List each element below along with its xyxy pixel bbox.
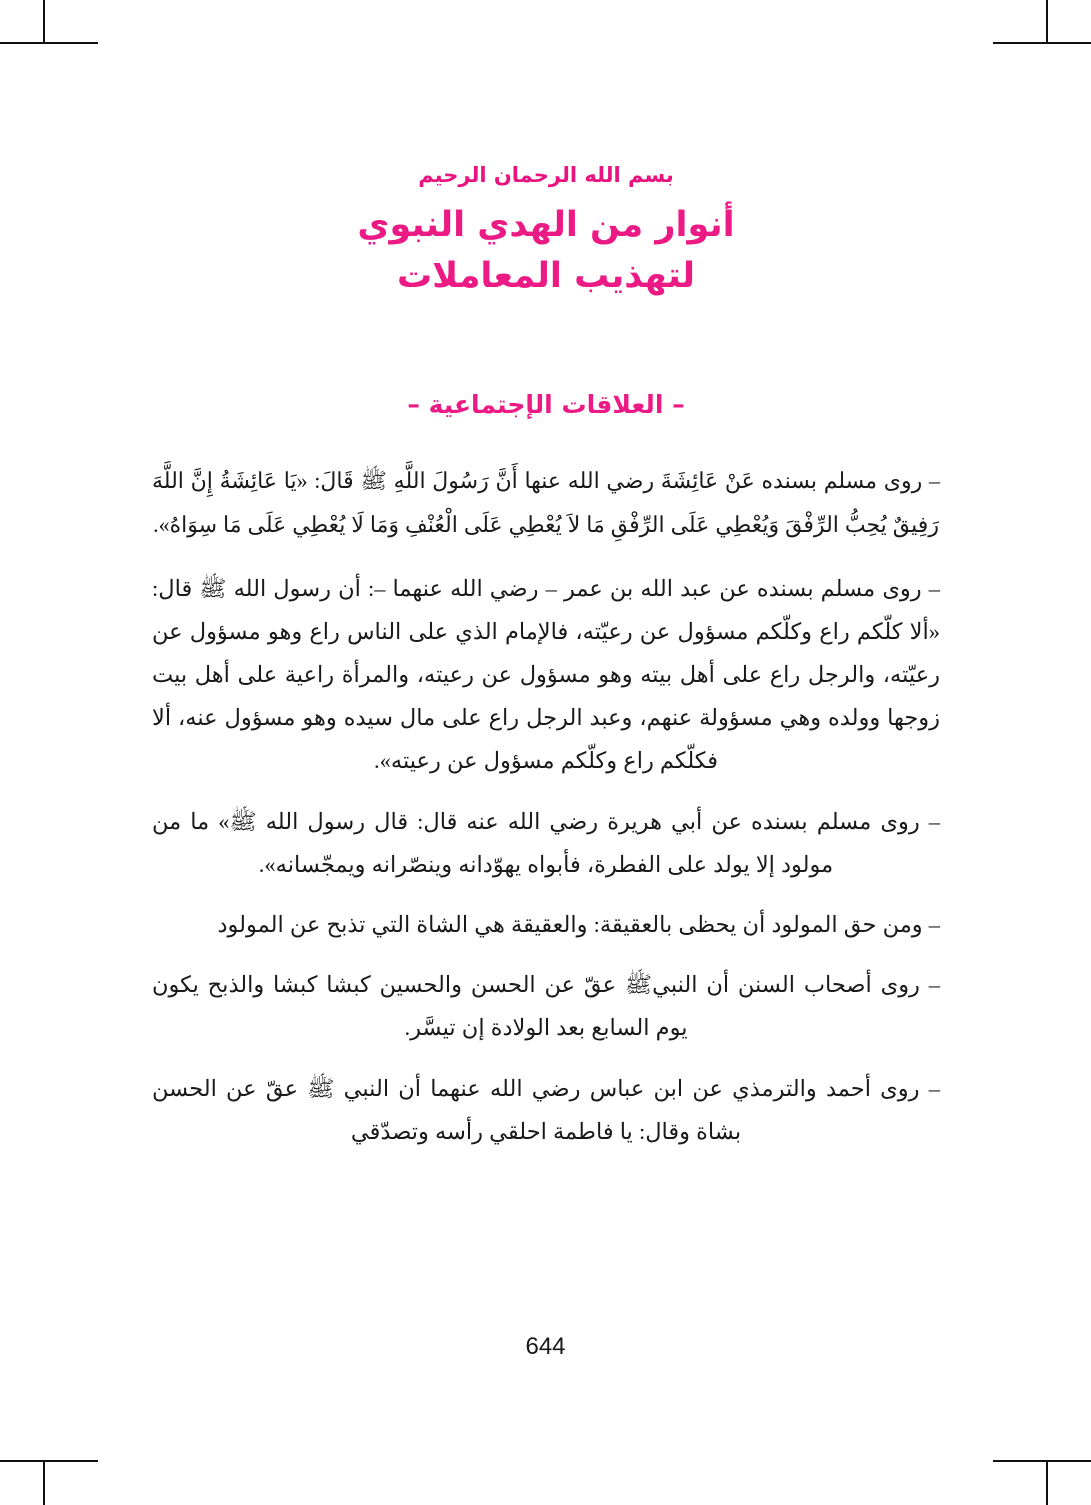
page-content bbox=[152, 0, 940, 1505]
book-title-line-2: لتهذيب المعاملات bbox=[396, 255, 696, 296]
book-title-line-1: أنوار من الهدي النبوي bbox=[357, 205, 735, 246]
paragraph-hadith-ibn-abbas-fatima: – روى أحمد والترمذي عن ابن عباس رضي الله عنهما أن النبي ﷺ عقّ عن الحسن بشاة وقال: يا فاطمة احلقي رأسه وتصدّقي bbox=[152, 1075, 940, 1144]
crop-mark-bottom-left-horizontal bbox=[0, 1460, 98, 1462]
crop-mark-bottom-right-horizontal bbox=[993, 1460, 1091, 1462]
page-title bbox=[152, 188, 940, 302]
paragraph-note-aqiqa: – ومن حق المولود أن يحظى بالعقيقة: والعقيقة هي الشاة التي تذبح عن المولود bbox=[217, 912, 940, 937]
basmala: بسم الله الرحمان الرحيم bbox=[418, 163, 674, 187]
paragraph-hadith-sunan-aqiqa: – روى أصحاب السنن أن النبيﷺ عقّ عن الحسن والحسين كبشا كبشا والذبح يكون يوم السابع بعد الولادة إن تيسَّر. bbox=[152, 972, 940, 1041]
crop-mark-top-left-horizontal bbox=[0, 42, 98, 44]
crop-mark-bottom-left-vertical bbox=[43, 1461, 45, 1505]
page-number: 644 bbox=[525, 1333, 566, 1360]
paragraph-hadith-abu-hurayra-fitra: – روى مسلم بسنده عن أبي هريرة رضي الله عنه قال: قال رسول الله ﷺ» ما من مولود إلا يولد على الفطرة، فأبواه يهوّدانه وينصّرانه ويمجّسانه». bbox=[152, 808, 940, 877]
crop-mark-top-right-vertical bbox=[1046, 0, 1048, 44]
paragraph-hadith-aisha-rifq: – روى مسلم بسنده عَنْ عَائِشَةَ رضي الله عنها أَنَّ رَسُولَ اللَّهِ ﷺ قَالَ: «يَا عَائِشَةُ إِنَّ اللَّهَ رَفِيقٌ يُحِبُّ الرِّفْقَ وَيُعْطِي عَلَى الرِّفْقِ مَا لاَ يُعْطِي عَلَى الْعُنْفِ وَمَا لَا يُعْطِي عَلَى مَا سِوَاهُ». bbox=[152, 467, 940, 537]
crop-mark-top-left-vertical bbox=[43, 0, 45, 44]
crop-mark-bottom-right-vertical bbox=[1046, 1461, 1048, 1505]
crop-mark-top-right-horizontal bbox=[993, 42, 1091, 44]
body-text bbox=[152, 419, 940, 1153]
paragraph-hadith-ibn-umar-raiy: – روى مسلم بسنده عن عبد الله بن عمر – رضي الله عنهما –: أن رسول الله ﷺ قال: «ألا كلّكم راع وكلّكم مسؤول عن رعيّته، فالإمام الذي على الناس راع وهو مسؤول عن رعيّته، والرجل راع على أهل بيته وهو مسؤول عن رعيته، والمرأة راعية على أهل بيت زوجها وولده وهي مسؤولة عنهم، وعبد الرجل راع على مال سيده وهو مسؤول عنه، ألا فكلّكم راع وكلّكم مسؤول عن رعيته». bbox=[152, 575, 940, 774]
section-heading: – العلاقات الإجتماعية – bbox=[407, 389, 685, 419]
